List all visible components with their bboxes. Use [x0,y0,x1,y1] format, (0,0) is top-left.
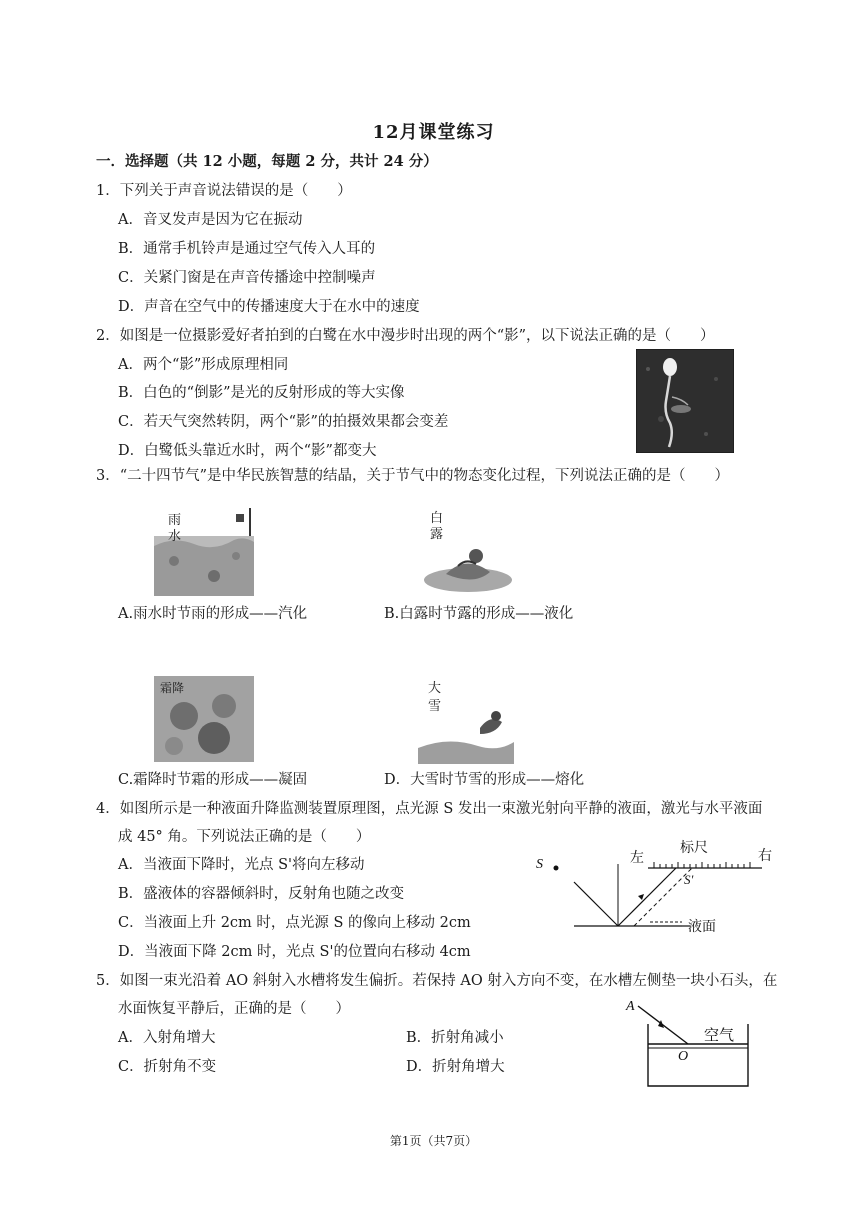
q1-option-a: A．音叉发声是因为它在振动 [118,212,303,228]
q4-option-a: A．当液面下降时，光点 S'将向左移动 [118,857,365,873]
q3-option-b: B.白露时节露的形成——液化 [384,606,574,622]
q5-option-c: C．折射角不变 [118,1059,217,1075]
heavy-snow-label-2: 雪 [428,698,442,713]
question-2-stem: 2．如图是一位摄影爱好者拍到的白鹭在水中漫步时出现的两个“影”，以下说法正确的是（ ） [96,328,715,344]
page-footer: 第1页（共7页） [389,1134,478,1148]
q4-option-d: D．当液面下降 2cm 时，光点 S'的位置向右移动 4cm [118,944,471,960]
reflected-ray [618,868,676,926]
right-label: 右 [758,849,772,864]
q1-option-d: D．声音在空气中的传播速度大于在水中的速度 [118,299,420,315]
spot-s-prime-label: S' [684,872,694,887]
page-title: 12月课堂练习 [372,122,495,143]
source-s-label: S [536,857,543,872]
frost-descent-image [154,676,254,762]
egret-photo [636,349,734,453]
rain-water-image [154,506,254,596]
q2-option-d: D．白鹭低头靠近水时，两个“影”都变大 [118,443,377,459]
q2-option-a: A．两个“影”形成原理相同 [118,357,289,373]
point-o-label: O [678,1049,689,1064]
q2-option-b: B．白色的“倒影”是光的反射形成的等大实像 [118,385,405,401]
q5-option-b: B．折射角减小 [406,1030,504,1046]
q1-option-b: B．通常手机铃声是通过空气传入人耳的 [118,241,376,257]
question-5-stem-line-1: 5．如图一束光沿着 AO 斜射入水槽将发生偏折。若保持 AO 射入方向不变，在水槽左侧垫一块小石头，在 [96,973,778,989]
question-4-stem-line-1: 4．如图所示是一种液面升降监测装置原理图，点光源 S 发出一束激光射向平静的液面，激光与水平液面 [96,801,763,817]
q4-option-c: C．当液面上升 2cm 时，点光源 S 的像向上移动 2cm [118,915,471,931]
white-dew-image [418,506,514,596]
rain-water-label-1: 雨 [168,512,182,527]
question-5-stem-line-2: 水面恢复平静后，正确的是（ ） [118,1001,350,1017]
question-1-stem: 1．下列关于声音说法错误的是（ ） [96,183,352,199]
q1-option-c: C．关紧门窗是在声音传播途中控制噪声 [118,270,376,286]
white-dew-label-2: 露 [430,526,444,541]
question-3-stem: 3．“二十四节气”是中华民族智慧的结晶，关于节气中的物态变化过程，下列说法正确的是（ ） [96,468,730,484]
q3-option-c: C.霜降时节霜的形成——凝固 [118,772,308,788]
q3-option-a: A.雨水时节雨的形成——汽化 [118,606,308,622]
point-a-label: A [626,999,635,1014]
question-4-stem-line-2: 成 45° 角。下列说法正确的是（ ） [118,829,371,845]
heavy-snow-label-1: 大 [428,680,442,695]
section-heading: 一．选择题（共 12 小题，每题 2 分，共计 24 分） [96,153,438,170]
water-tank-diagram [620,992,756,1090]
q4-option-b: B．盛液体的容器倾斜时，反射角也随之改变 [118,886,405,902]
heavy-snow-image [418,676,514,764]
q3-option-d: D．大雪时节雪的形成——熔化 [384,772,585,788]
rain-water-label-2: 水 [168,528,182,543]
incident-ray [574,882,618,926]
air-label: 空气 [704,1028,735,1044]
ruler-label: 标尺 [680,841,708,856]
frost-descent-label: 霜降 [160,681,185,695]
white-dew-label-1: 白 [430,510,444,525]
liquid-label: 液面 [688,920,716,935]
q5-option-d: D．折射角增大 [406,1059,505,1075]
incident-ray-ao [638,1006,688,1044]
q5-option-a: A．入射角增大 [118,1030,216,1046]
q2-option-c: C．若天气突然转阴，两个“影”的拍摄效果都会变差 [118,414,449,430]
left-label: 左 [630,851,644,866]
liquid-level-monitor-diagram [530,834,790,940]
